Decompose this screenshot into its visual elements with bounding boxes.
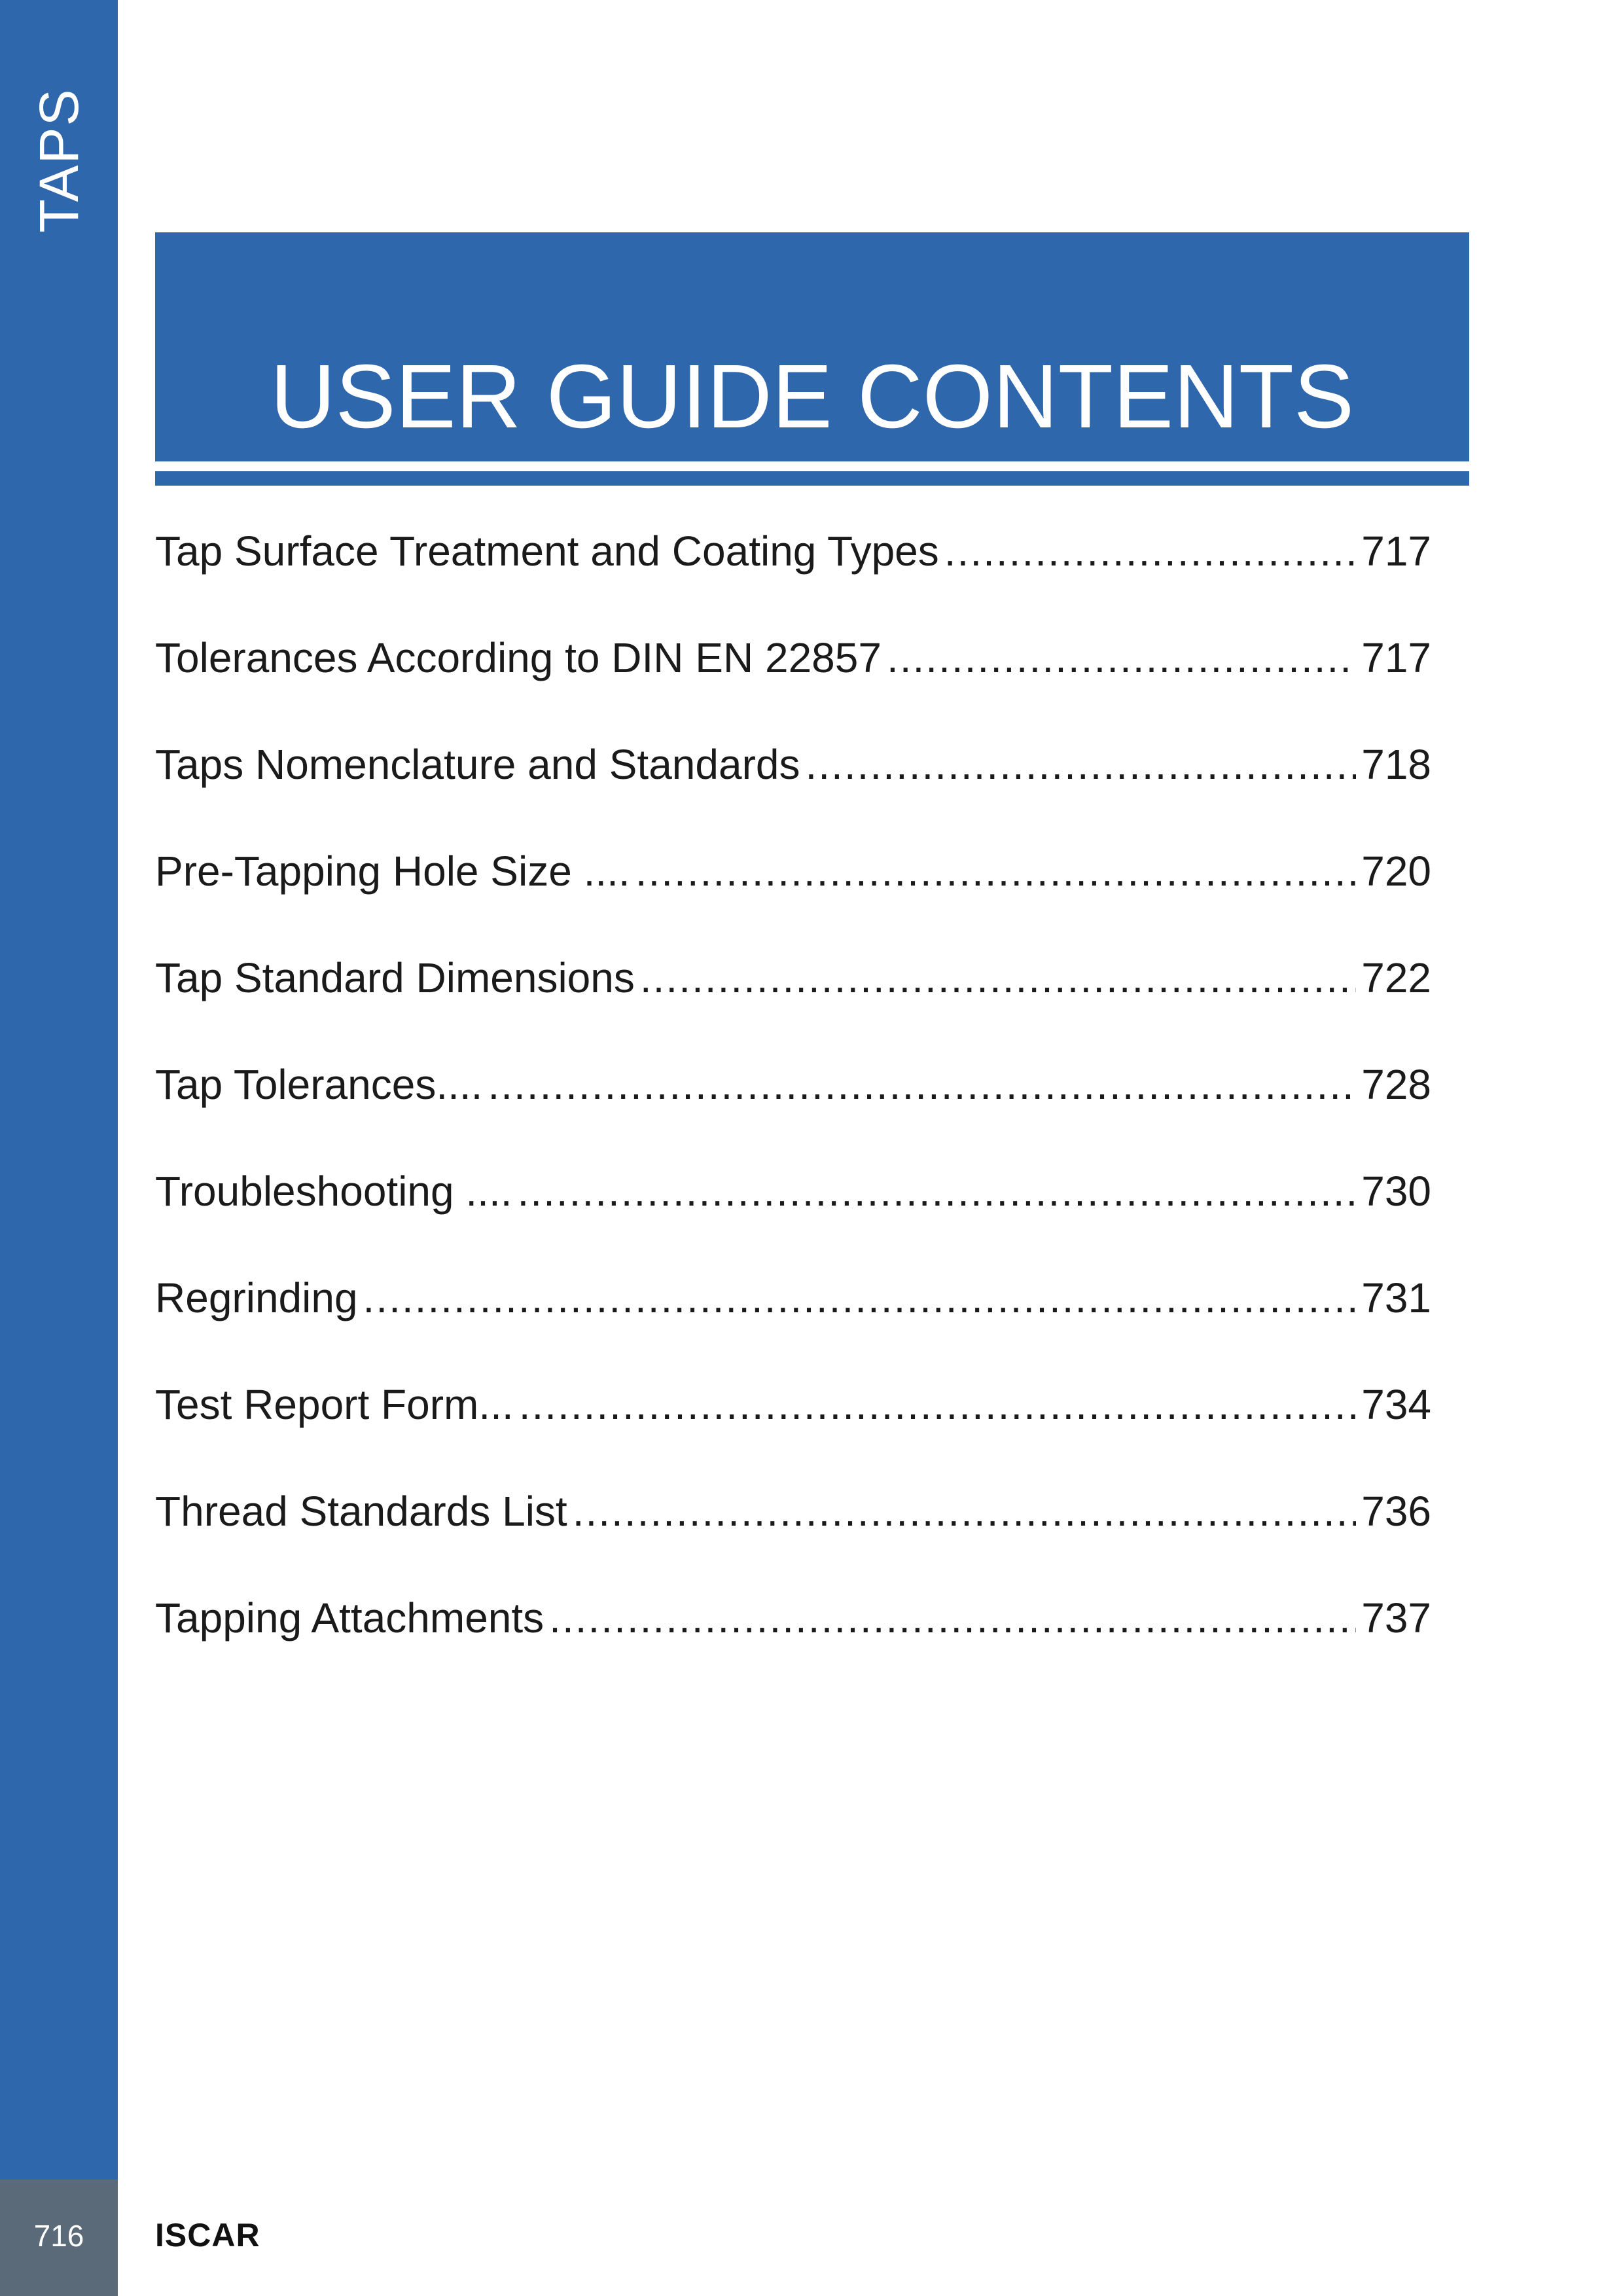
toc-entry-page: 731 [1361, 1274, 1431, 1321]
toc-entry[interactable] [155, 1061, 1431, 1170]
toc-entry-label: Tap Standard Dimensions [155, 954, 635, 1001]
toc-entry-page: 734 [1361, 1381, 1431, 1428]
toc-leader-dots [640, 957, 1356, 999]
toc-entry[interactable] [155, 1170, 1431, 1277]
toc-leader-dots [944, 530, 1356, 572]
toc-entry-label: Tolerances According to DIN EN 22857 [155, 634, 882, 681]
toc-leader-dots [887, 637, 1356, 679]
page-number: 716 [33, 2219, 84, 2253]
toc-leader-dots [518, 1170, 1357, 1212]
toc-entry-label: Thread Standards List [155, 1488, 567, 1535]
toc-entry[interactable] [155, 954, 1431, 1064]
toc-entry-page: 730 [1361, 1168, 1431, 1215]
toc-entry[interactable] [155, 1594, 1431, 1704]
toc-entry-page: 737 [1361, 1594, 1431, 1641]
toc-entry-label: Taps Nomenclature and Standards [155, 741, 800, 788]
toc-leader-dots [519, 1384, 1357, 1426]
toc-entry-page: 718 [1361, 741, 1431, 788]
toc-leader-dots [635, 850, 1357, 892]
toc-entry-page: 728 [1361, 1061, 1431, 1108]
toc-entry-label: Troubleshooting .... [155, 1168, 512, 1215]
toc-entry-label: Tap Surface Treatment and Coating Types [155, 528, 939, 575]
toc-entry-label: Tapping Attachments [155, 1594, 544, 1641]
toc-entry[interactable] [155, 1381, 1431, 1490]
toc-leader-dots [363, 1277, 1357, 1319]
page-title: USER GUIDE CONTENTS [270, 346, 1355, 447]
toc-entry-page: 717 [1361, 634, 1431, 681]
toc-entry[interactable] [155, 634, 1431, 744]
brand-logo: ISCAR [155, 2217, 260, 2253]
toc-leader-dots [549, 1597, 1356, 1639]
side-tab [0, 0, 118, 2179]
toc-entry-page: 736 [1361, 1488, 1431, 1535]
toc-leader-dots [805, 744, 1356, 785]
toc-entry-label: Test Report Form... [155, 1381, 514, 1428]
toc-entry[interactable] [155, 741, 1431, 850]
toc-entry[interactable] [155, 850, 1431, 957]
toc-leader-dots [488, 1064, 1356, 1105]
title-banner [155, 232, 1469, 461]
toc-entry[interactable] [155, 1490, 1431, 1597]
toc-entry[interactable] [155, 530, 1431, 637]
toc-leader-dots [573, 1490, 1357, 1532]
toc-entry-label: Regrinding [155, 1274, 358, 1321]
toc-entry-label: Tap Tolerances.... [155, 1061, 483, 1108]
toc-entry-page: 717 [1361, 528, 1431, 575]
toc-entry-page: 720 [1361, 848, 1431, 895]
table-of-contents [155, 530, 1431, 1704]
title-divider [155, 471, 1469, 486]
toc-entry-page: 722 [1361, 954, 1431, 1001]
side-tab-label: TAPS [28, 88, 90, 233]
toc-entry-label: Pre-Tapping Hole Size .... [155, 848, 630, 895]
toc-entry[interactable] [155, 1274, 1431, 1384]
